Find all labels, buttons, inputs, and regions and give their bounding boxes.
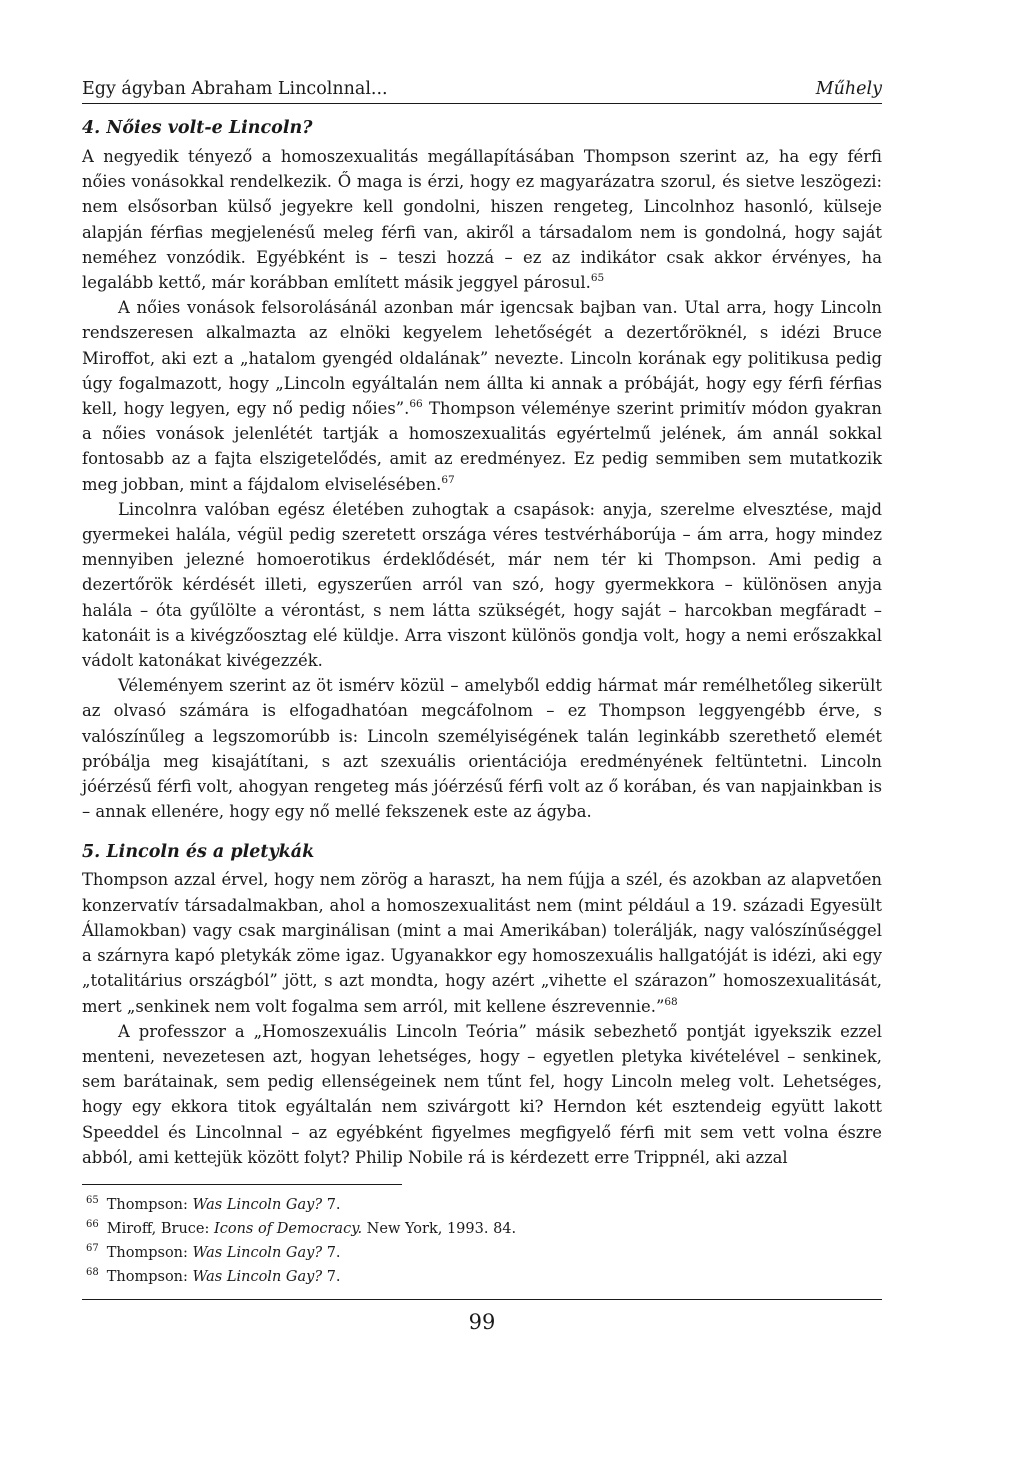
footnote <box>82 1217 882 1241</box>
footnote <box>82 1241 882 1265</box>
footnote-title: Was Lincoln Gay? <box>192 1268 323 1285</box>
footnote-ref: 67 <box>441 473 455 486</box>
footnote-number: 65 <box>86 1194 99 1206</box>
paragraph <box>82 867 882 1018</box>
footnote-title: Was Lincoln Gay? <box>192 1196 323 1213</box>
paragraph: A professzor a „Homoszexuális Lincoln Teória” másik sebezhető pontját igyekszik ezzel menteni, nevezetesen azt, hogyan lehetséges, hogy – egyetlen pletyka kivételével – senkinek, sem barátainak, sem pedig ellenségeinek nem tűnt fel, hogy Lincoln meleg volt. Lehetséges, hogy egy ekkora titok egyáltalán nem szivárgott ki? Herndon két esztendeig együtt lakott Speeddel és Lincolnnal – az egyébként figyelmes megfigyelő férfi mit sem vett volna észre abból, ami kettejük között folyt? Philip Nobile rá is kérdezett erre Trippnél, aki azzal <box>82 1021 882 1167</box>
footnote-number: 66 <box>86 1218 99 1230</box>
paragraph-text: Thompson azzal érvel, hogy nem zörög a haraszt, ha nem fújja a szél, és azokban az alapvetően konzervatív társadalmakban, ahol a homoszexualitást nem (mint például a 19. századi Egyesült Államokban) vagy csak marginálisan (mint a mai Amerikában) tolerálják, nagy valószínűséggel a szárnyra kapó pletykák zöme igaz. Ugyanakkor egy homoszexuális hallgatóját is idézi, aki egy „totalitárius országból” jött, s azt mondta, hogy azért „vihette el szárazon” homoszexualitását, mert „senkinek nem volt fogalma sem arról, mit kellene észrevennie.” <box>82 870 882 1016</box>
paragraph-text: A negyedik tényező a homoszexualitás megállapításában Thompson szerint az, ha egy férfi nőies vonásokkal rendelkezik. Ő maga is érzi, hogy ez magyarázatra szorul, és sietve leszögezi: nem elsősorban külső jegyekre kell gondolni, hiszen rengeteg, Lincolnhoz hasonló, külseje alapján férfias megjelenésű meleg férfi van, akiről a társadalom nem is gondolná, hogy saját neméhez vonzódik. Egyébként is – teszi hozzá – ez az indikátor csak akkor érvényes, ha legalább kettő, már korábban említett másik jeggyel párosul. <box>82 147 882 293</box>
footnote-title: Was Lincoln Gay? <box>192 1244 323 1261</box>
section-heading-5: 5. Lincoln és a pletykák <box>82 842 315 863</box>
footnotes <box>82 1193 882 1289</box>
footnote-ref: 68 <box>664 995 678 1008</box>
footnote-ref: 66 <box>409 398 423 411</box>
footnote-detail: New York, 1993. 84. <box>362 1220 517 1237</box>
footnote-author: Thompson: <box>106 1244 193 1261</box>
footnote-author: Miroff, Bruce: <box>106 1220 215 1237</box>
paragraph-text: Thompson véleménye szerint primitív módon gyakran a nőies vonások jelenlétét tartják a homoszexualitás egyértelmű jelének, ám annál sokkal fontosabb az a fajta elszigetelődés, amit az eredményez. Ez pedig semmiben sem mutatkozik meg jobban, mint a fájdalom elviselésében. <box>82 399 882 494</box>
section-heading-4: 4. Nőies volt-e Lincoln? <box>82 118 313 138</box>
footnote-detail: 7. <box>322 1196 341 1213</box>
footnote-detail: 7. <box>322 1244 341 1261</box>
footnote-author: Thompson: <box>106 1268 193 1285</box>
footnote-number: 67 <box>86 1242 99 1254</box>
running-head-title: Egy ágyban Abraham Lincolnnal... <box>82 79 388 99</box>
footnote-detail: 7. <box>322 1268 341 1285</box>
footnote <box>82 1193 882 1217</box>
page-bottom-rule <box>82 1299 882 1300</box>
page-number: 99 <box>468 1309 496 1334</box>
footnote <box>82 1265 882 1289</box>
footnote-title: Icons of Democracy. <box>214 1220 363 1237</box>
paragraph <box>82 144 882 295</box>
running-head <box>82 78 882 104</box>
footnote-author: Thompson: <box>106 1196 193 1213</box>
footnote-number: 68 <box>86 1266 99 1278</box>
paragraph: Lincolnra valóban egész életében zuhogtak a csapások: anyja, szerelme elvesztése, majd gyermekei halála, végül pedig szeretett országa véres testvérháborúja – ám arra, hogy mindez mennyiben jelezné homoerotikus érdeklődését, már nem tér ki Thompson. Ami pedig a dezertőrök kérdését illeti, egyszerűen arról van szó, hogy gyermekkora – különösen anyja halála – óta gyűlölte a vérontást, s nem látta szükségét, hogy saját – harcokban megfáradt – katonáit is a kivégzőosztag elé küldje. Arra viszont különös gondja volt, hogy a nemi erőszakkal vádolt katonákat kivégezzék. <box>82 499 882 671</box>
paragraph <box>82 295 882 497</box>
paragraph-text: A nőies vonások felsorolásánál azonban már igencsak bajban van. Utal arra, hogy Lincoln rendszeresen alkalmazta az elnöki kegyelem lehetőségét a dezertőröknél, s idézi Bruce Miroffot, aki ezt a „hatalom gyengéd oldalának” nevezte. Lincoln korának egy politikusa pedig úgy fogalmazott, hogy „Lincoln egyáltalán nem állta ki annak a próbáját, hogy egy férfi férfias kell, hogy legyen, egy nő pedig nőies”. <box>82 298 882 419</box>
running-head-section: Műhely <box>815 79 882 99</box>
journal-page <box>82 78 882 1336</box>
paragraph: Véleményem szerint az öt ismérv közül – amelyből eddig hármat már remélhetőleg sikerült az olvasó számára is elfogadhatóan megcáfolnom – ez Thompson leggyengébb érve, s valószínűleg a legszomorúbb is: Lincoln személyiségének talán leginkább szerethető elemét próbálja meg kisajátítani, s azt szexuális orientációja eredményének feltüntetni. Lincoln jóérzésű férfi volt, ahogyan rengeteg más jóérzésű férfi volt az ő korában, és van napjainkban is – annak ellenére, hogy egy nő mellé fekszenek este az ágyba. <box>82 676 882 822</box>
footnote-divider <box>82 1184 402 1185</box>
footnote-ref: 65 <box>590 272 605 285</box>
